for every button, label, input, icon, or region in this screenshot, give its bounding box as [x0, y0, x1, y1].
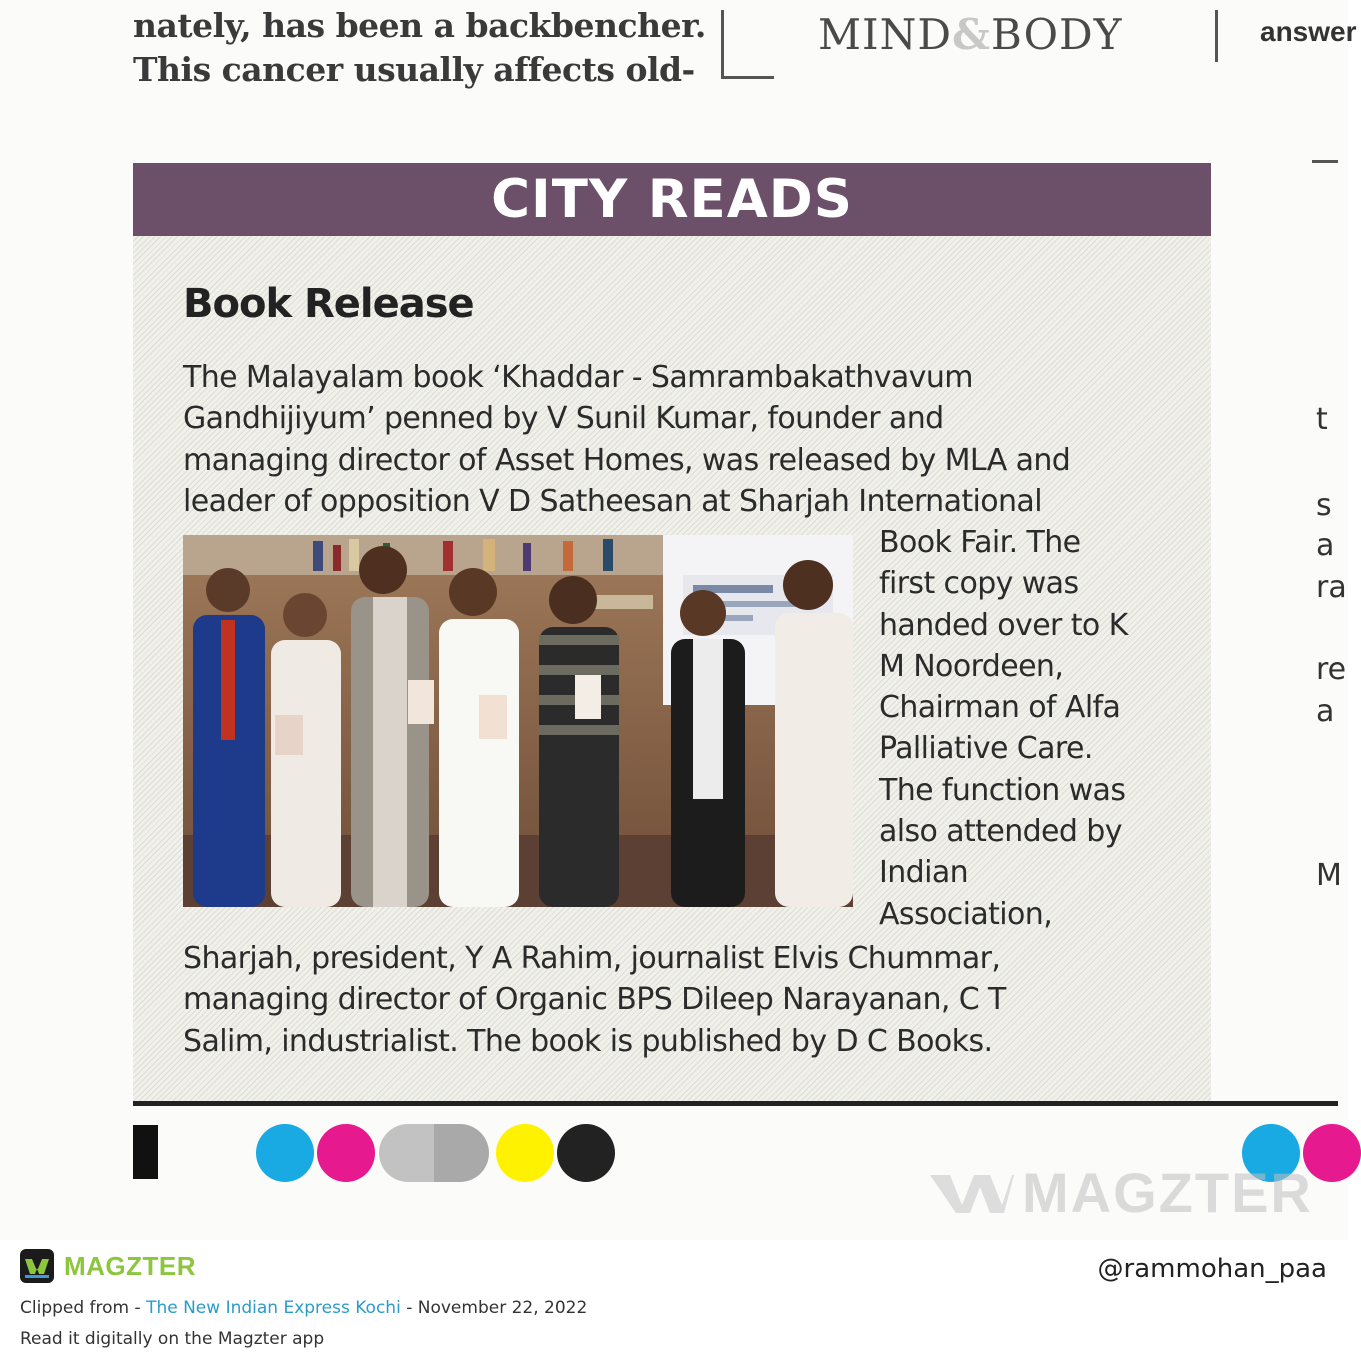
logo-word: BODY: [990, 10, 1123, 59]
clip-date: November 22, 2022: [417, 1298, 588, 1318]
body-line: Indian: [879, 855, 969, 891]
date-separator: -: [400, 1298, 418, 1318]
previous-article-fragment: [133, 4, 706, 92]
clip-source: [20, 1298, 587, 1318]
brand-name: MAGZTER: [64, 1250, 197, 1281]
column-rule: [1215, 10, 1218, 62]
body-line: M Noordeen,: [879, 648, 1064, 684]
body-line: first copy was: [879, 566, 1079, 602]
body-line: managing director of Asset Homes, was released by MLA and: [183, 442, 1071, 478]
fragment-line: This cancer usually affects old-: [133, 50, 695, 89]
watermark-text: MAGZTER: [1022, 1161, 1313, 1224]
article-heading: Book Release: [183, 281, 474, 327]
body-line: managing director of Organic BPS Dileep Narayanan, C T: [183, 982, 1006, 1018]
article-body-bottom: [183, 938, 1183, 1062]
edge-fragment: M: [1316, 858, 1342, 893]
edge-rule: [1312, 160, 1338, 163]
black-registration-dot: [557, 1124, 615, 1182]
book-release-photo: [183, 535, 853, 907]
body-line: Palliative Care.: [879, 731, 1093, 767]
clip-prefix: Clipped from -: [20, 1298, 147, 1318]
bottom-rule: [133, 1101, 1338, 1106]
yellow-registration-dot: [496, 1124, 554, 1182]
section-logo-mind-body: [818, 10, 1122, 59]
body-line: handed over to K: [879, 607, 1128, 643]
body-line: The function was: [879, 772, 1126, 808]
section-header: [133, 163, 1211, 236]
user-handle[interactable]: @rammohan_paa: [1097, 1254, 1327, 1284]
article-body-top: [183, 357, 1183, 522]
edge-fragment: a: [1316, 694, 1335, 729]
logo-word: MIND: [818, 10, 953, 59]
body-line: Association,: [879, 896, 1053, 932]
magzter-brand[interactable]: [20, 1249, 196, 1283]
body-line: Gandhijiyum’ penned by V Sunil Kumar, founder and: [183, 401, 944, 437]
publication-link[interactable]: The New Indian Express Kochi: [146, 1298, 401, 1318]
body-line: leader of opposition V D Satheesan at Sharjah International: [183, 483, 1042, 519]
magzter-logo-icon: [20, 1249, 54, 1283]
body-line: Salim, industrialist. The book is published by D C Books.: [183, 1023, 993, 1059]
edge-fragment: s: [1316, 488, 1332, 523]
edge-fragment: a: [1316, 528, 1335, 563]
section-title: CITY READS: [491, 169, 853, 230]
article-body-side: [879, 522, 1179, 935]
city-reads-panel: [133, 163, 1211, 1103]
body-line: The Malayalam book ‘Khaddar - Samrambakathvavum: [183, 360, 973, 395]
edge-fragment: t: [1316, 402, 1328, 437]
edge-fragment: ra: [1316, 570, 1347, 605]
body-line: Sharjah, president, Y A Rahim, journalist Elvis Chummar,: [183, 941, 1001, 976]
group-photo-illustration: [183, 535, 853, 907]
read-digitally-note: Read it digitally on the Magzter app: [20, 1329, 325, 1349]
corner-rule: [721, 10, 774, 79]
registration-bar: [133, 1125, 158, 1179]
magzter-watermark: [928, 1160, 1313, 1225]
adjacent-column-fragment: answer: [1260, 16, 1357, 47]
magenta-registration-dot: [317, 1124, 375, 1182]
body-line: also attended by: [879, 814, 1122, 850]
grey-registration-pill: [379, 1124, 489, 1182]
fragment-line: nately, has been a backbencher.: [133, 6, 706, 45]
magzter-watermark-icon: [928, 1169, 1016, 1217]
edge-fragment: re: [1316, 652, 1347, 687]
body-line: Book Fair. The: [879, 525, 1081, 560]
cyan-registration-dot: [256, 1124, 314, 1182]
logo-ampersand: &: [952, 10, 991, 59]
body-line: Chairman of Alfa: [879, 690, 1121, 726]
